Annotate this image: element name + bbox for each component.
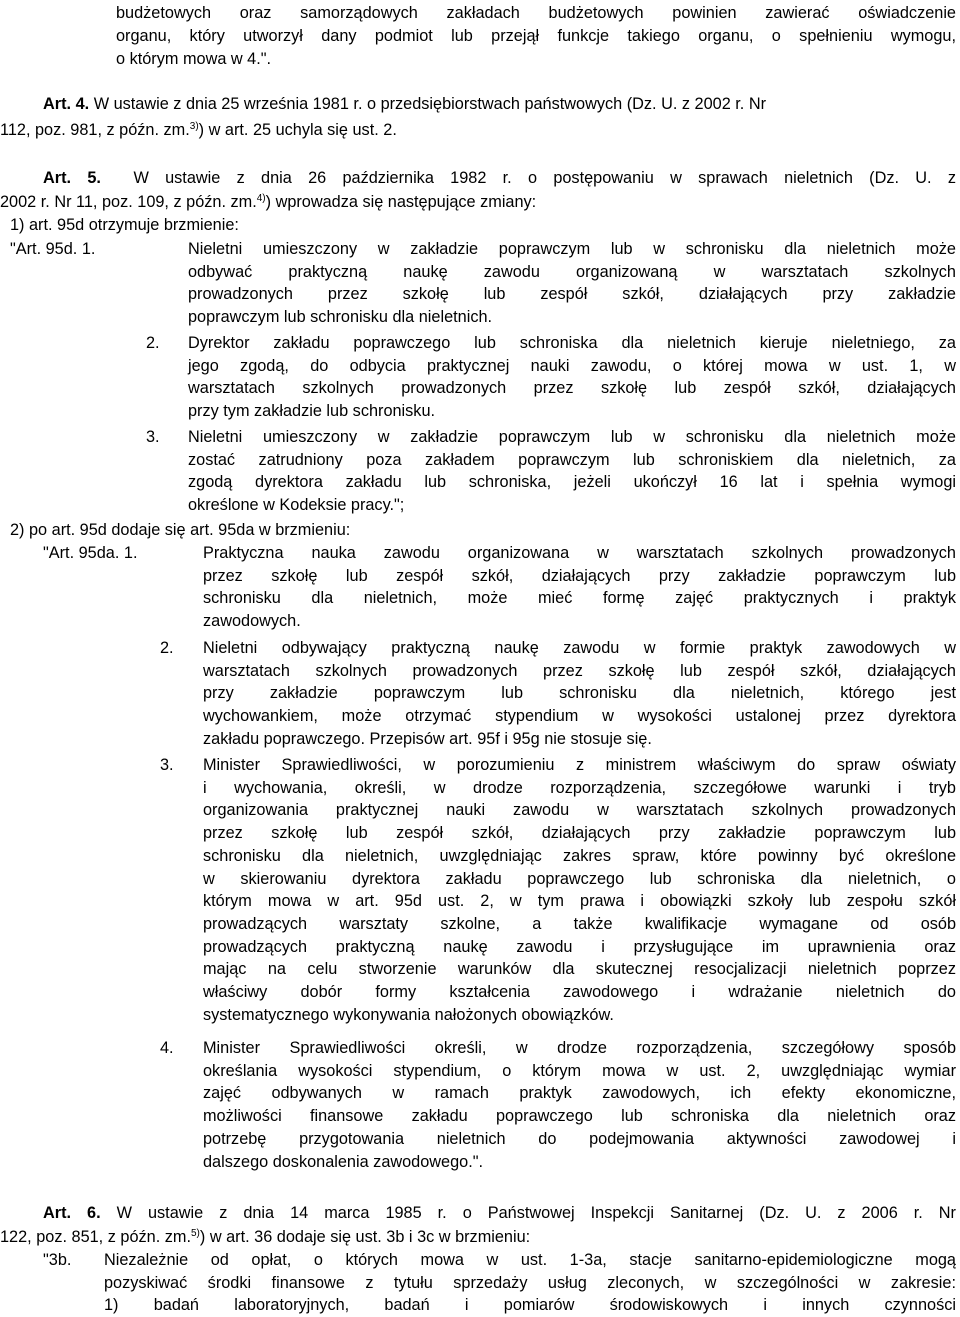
- art95d-label: "Art. 95d. 1.: [10, 240, 96, 258]
- footnote-ref: 4): [256, 193, 266, 204]
- art4-line1: [43, 93, 956, 116]
- art6-line1: Art. 6. W ustawie z dnia 14 marca 1985 r. o Państwowej Inspekcji Sanitarnej (Dz. U. z 2006 r. Nr: [43, 1204, 956, 1222]
- art95da-ust1: Praktyczna nauka zawodu organizowana w warsztatach szkolnych prowadzonych przez szkołę lub zespół szkół, działających przy zakładzie poprawczym lub schronisku dla nieletnich, może mieć formę zajęć praktycznych i praktyk zawodowych.: [203, 544, 956, 631]
- art95d-ust1: Nieletni umieszczony w zakładzie poprawczym lub w schronisku dla nieletnich może odbywać praktyczną naukę zawodu organizowaną w warsztatach szkolnych prowadzonych przez szkołę lub zespół szkół, działających przy zakładzie poprawczym lub schronisku dla nieletnich.: [188, 240, 956, 327]
- art5-label: Art. 5.: [43, 169, 101, 187]
- p3b-text: Niezależnie od opłat, o których mowa w ust. 1-3a, stacje sanitarno-epidemiologiczne mogą pozyskiwać środki finansowe z tytułu sprzedaży usług zleconych, w szczególności w zakresie: 1) badań laboratoryjnych, badań i pomiarów środowiskowych i innych czynności: [104, 1251, 956, 1315]
- intro-line: budżetowych oraz samorządowych zakładach budżetowych powinien zawierać oświadczenie: [116, 4, 956, 22]
- point-1: 1) art. 95d otrzymuje brzmienie:: [10, 216, 239, 234]
- art95da-label: "Art. 95da. 1.: [43, 544, 138, 562]
- art4-text: W ustawie z dnia 25 września 1981 r. o przedsiębiorstwach państwowych (Dz. U. z 2002 r. Nr: [93, 95, 767, 113]
- art95d-ust3: Nieletni umieszczony w zakładzie poprawczym lub w schronisku dla nieletnich może zostać zatrudniony poza zakładem poprawczym lub schroniskiem dla nieletnich, za zgodą dyrektora zakładu lub schroniska, jeżeli ukończył 16 lat i spełnia wymogi określone w Kodeksie pracy.";: [188, 428, 956, 515]
- ust-number: 2.: [160, 639, 174, 657]
- ust-number: 2.: [146, 334, 160, 352]
- art5-line1: Art. 5. W ustawie z dnia 26 października 1982 r. o postępowaniu w sprawach nieletnich (Dz. U. z: [43, 169, 956, 187]
- p3b-label: "3b.: [43, 1251, 72, 1269]
- intro-line: o którym mowa w 4.".: [116, 50, 272, 68]
- art95da-ust4: Minister Sprawiedliwości określi, w drodze rozporządzenia, szczegółowy sposób określania wysokości stypendium, o którym mowa w ust. 2, uwzględniając wymiar zajęć odbywanych w ramach praktyk zawodowych, ich efekty ekonomiczne, możliwości finansowe zakładu poprawczego lub schroniska dla nieletnich oraz potrzebę przygotowania nieletnich do podejmowania aktywności zawodowej i dalszego doskonalenia zawodowego.".: [203, 1039, 956, 1171]
- art6-label: Art. 6.: [43, 1204, 101, 1222]
- art95d-ust2: Dyrektor zakładu poprawczego lub schroniska dla nieletnich kieruje nieletniego, za jego zgodą, do odbycia praktycznej nauki zawodu, o której mowa w ust. 1, w warsztatach szkolnych prowadzonych przez szkołę lub zespół szkół, działających przy tym zakładzie lub schronisku.: [188, 334, 956, 421]
- ust-number: 4.: [160, 1039, 174, 1057]
- footnote-ref: 5): [190, 1228, 200, 1239]
- art4-line2: 112, poz. 981, z późn. zm.$^{3)}$) w art. 25 uchyla się ust. 2.: [0, 121, 397, 139]
- ust-number: 3.: [160, 756, 174, 774]
- art6-line2: 122, poz. 851, z późn. zm.$^{5)}$) w art. 36 dodaje się ust. 3b i 3c w brzmieniu:: [0, 1228, 531, 1246]
- ust-number: 3.: [146, 428, 160, 446]
- art4-label: Art. 4.: [43, 95, 90, 113]
- intro-line: organu, który utworzył dany podmiot lub przejął funkcje takiego organu, o spełnieniu wymogu,: [116, 27, 956, 45]
- art5-line2: 2002 r. Nr 11, poz. 109, z późn. zm.$^{4)}$) wprowadza się następujące zmiany:: [0, 193, 537, 211]
- point-2: 2) po art. 95d dodaje się art. 95da w brzmieniu:: [10, 521, 351, 539]
- art95da-ust3: Minister Sprawiedliwości, w porozumieniu z ministrem właściwym do spraw oświaty i wychowania, określi, w drodze rozporządzenia, szczegółowe warunki i tryb organizowania praktycznej nauki zawodu w warsztatach szkolnych prowadzonych przez szkołę lub zespół szkół, działających przy zakładzie poprawczym lub schronisku dla nieletnich, uwzględniając zakres spraw, które powinny być określone w skierowaniu dyrektora zakładu poprawczego lub schroniska dla nieletnich, o którym mowa w art. 95d ust. 2, w tym prawa i obowiązki szkoły lub zespołu szkół prowadzących warsztaty szkolne, a także kwalifikacje wymagane od osób prowadzących praktyczną naukę zawodu i przysługujące im uprawnienia oraz mając na celu stworzenie warunków dla skutecznej resocjalizacji nieletnich poprzez właściwy dobór formy kształcenia zawodowego i wdrażanie nieletnich do systematycznego wykonywania nałożonych obowiązków.: [203, 756, 956, 1024]
- art95da-ust2: Nieletni odbywający praktyczną naukę zawodu w formie praktyk zawodowych w warsztatach szkolnych prowadzonych przez szkołę lub zespół szkół, działających przy zakładzie poprawczym lub schronisku dla nieletnich, którego jest wychowankiem, może otrzymać stypendium w wysokości ustalonej przez dyrektora zakładu poprawczego. Przepisów art. 95f i 95g nie stosuje się.: [203, 639, 956, 748]
- footnote-ref: 3): [189, 121, 199, 132]
